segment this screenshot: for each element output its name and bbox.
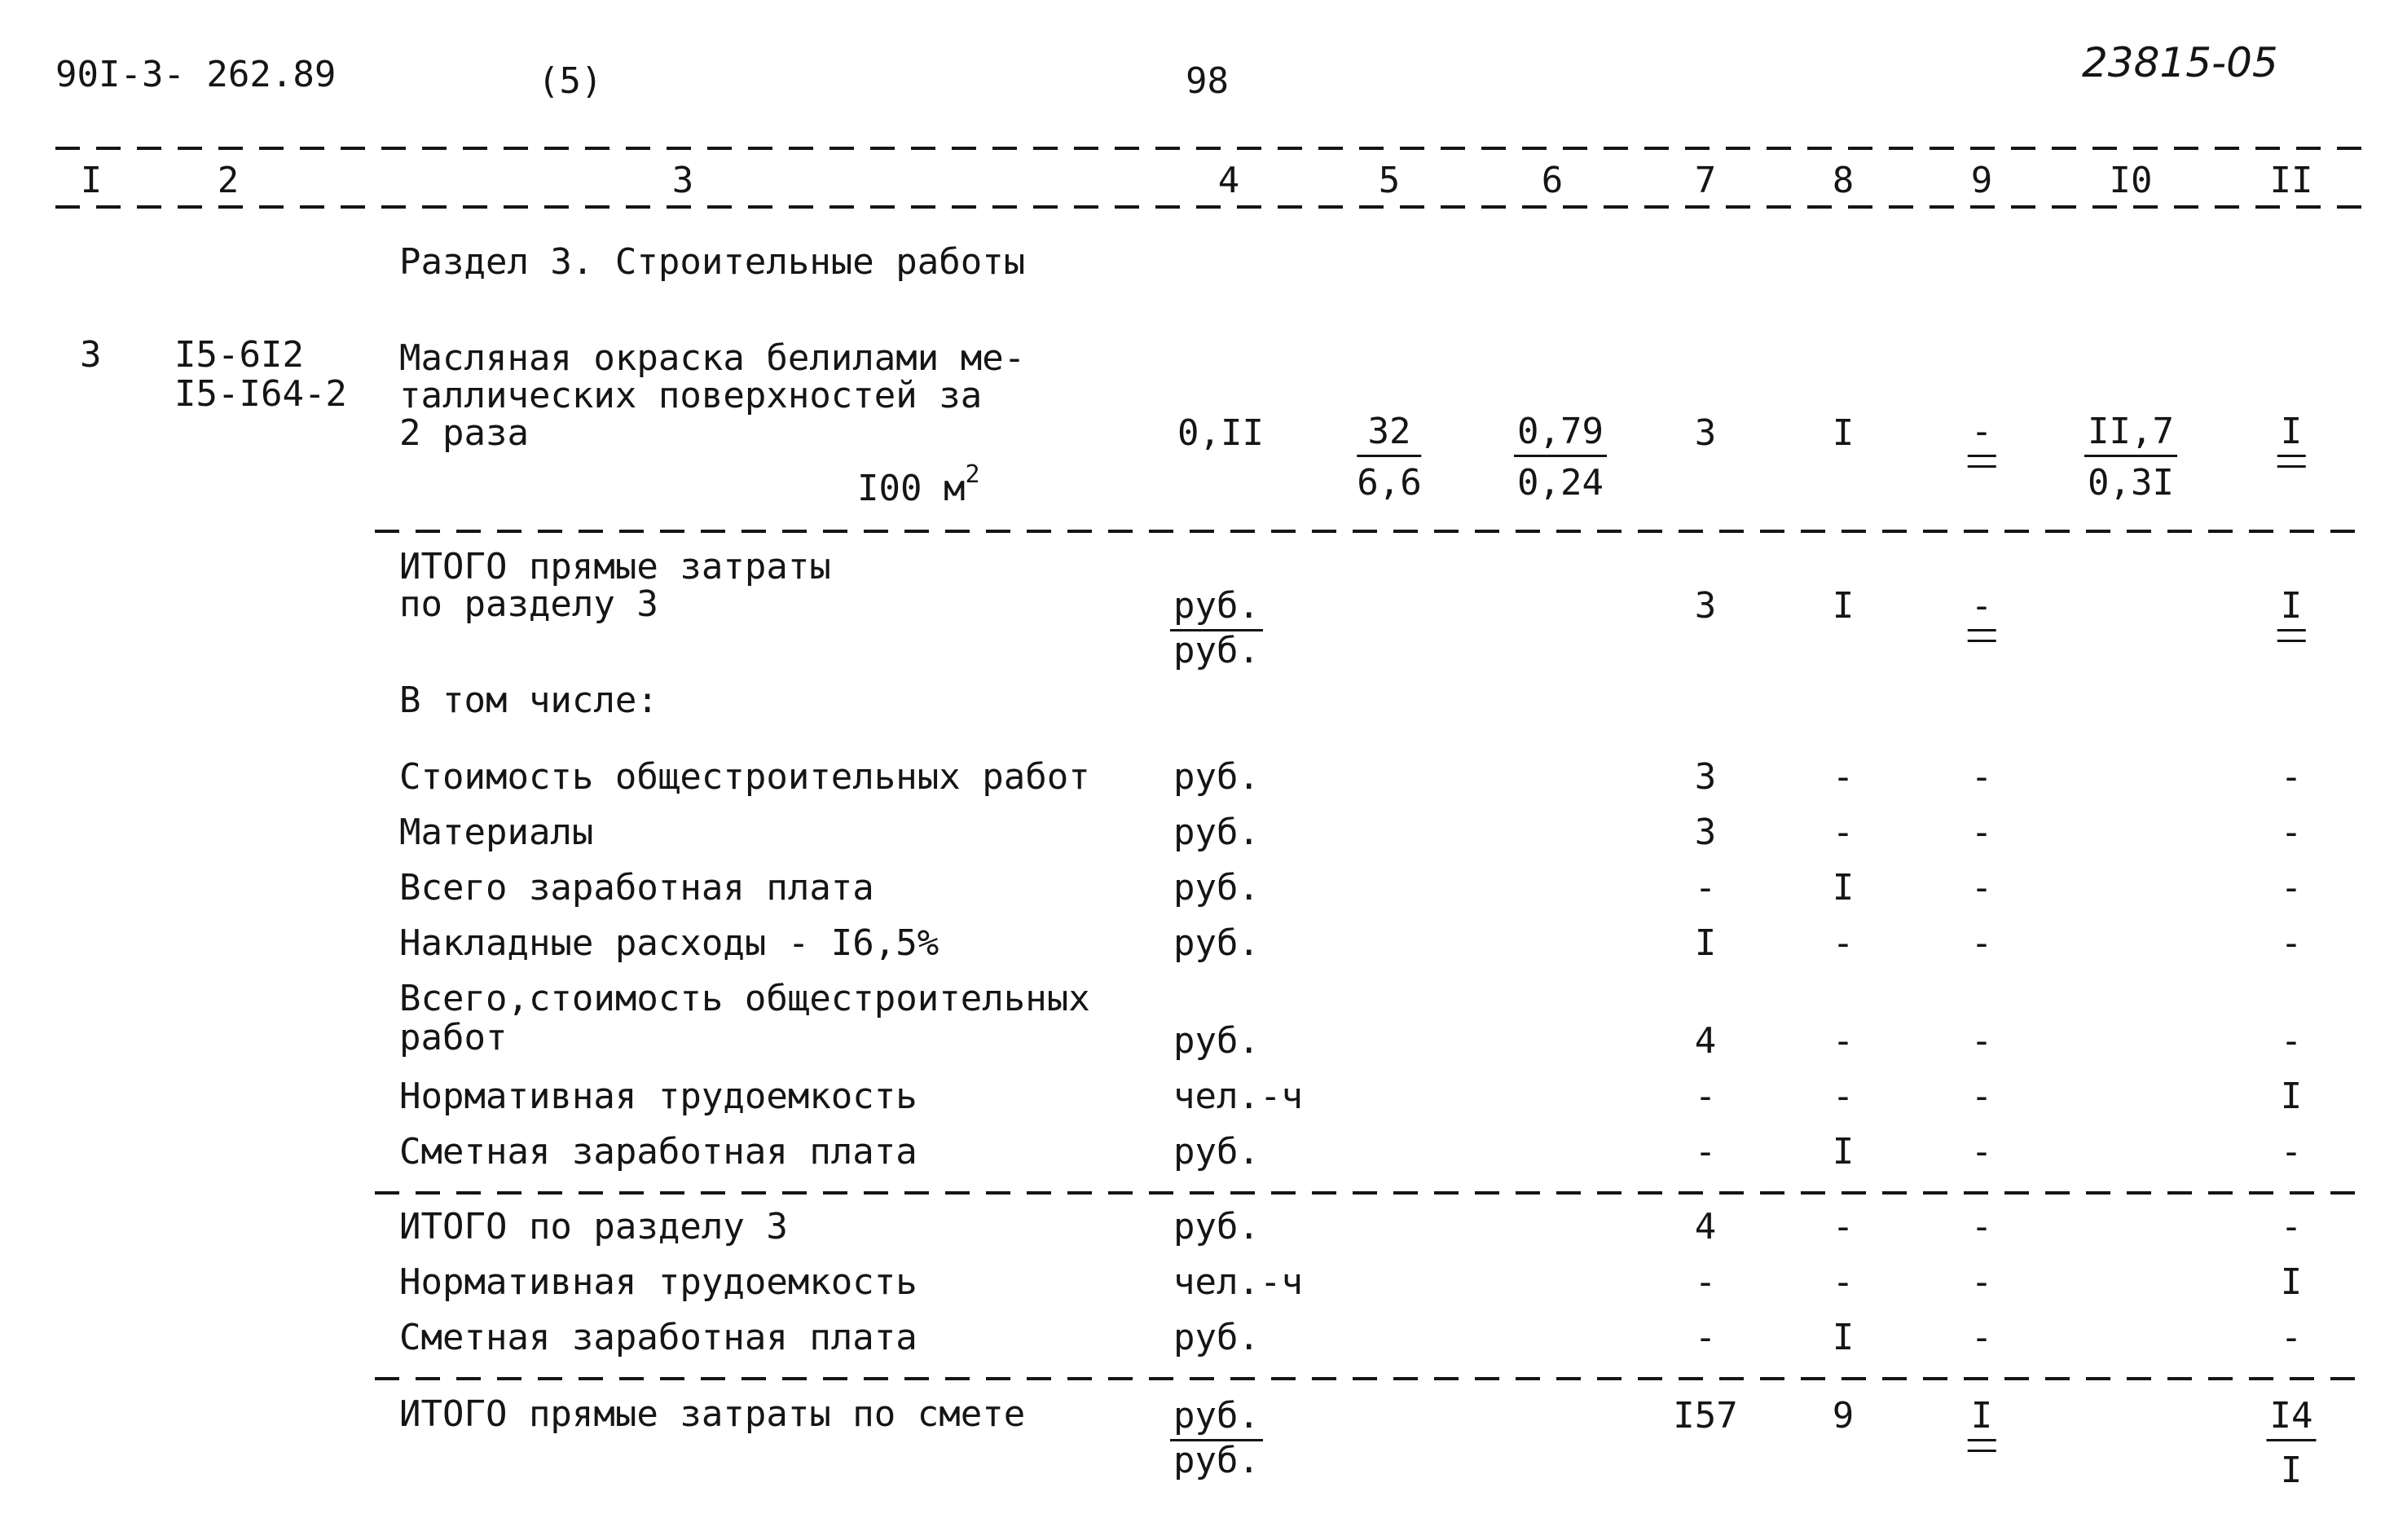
breakdown-col8: - bbox=[1832, 812, 1855, 853]
breakdown-col8: - bbox=[1832, 1076, 1855, 1117]
breakdown-col9: - bbox=[1970, 867, 1993, 909]
breakdown-col9: - bbox=[1970, 1020, 1993, 1062]
item-col11-fraction: I bbox=[2277, 414, 2306, 468]
breakdown-col9: - bbox=[1970, 1131, 1993, 1173]
breakdown-label: Всего заработная плата bbox=[399, 867, 874, 909]
section-total-unit: руб. bbox=[1173, 1206, 1260, 1247]
breakdown-label: Сметная заработная плата bbox=[399, 1131, 917, 1173]
estimate-total-col8: 9 bbox=[1832, 1395, 1855, 1437]
breakdown-label: Материалы bbox=[399, 812, 594, 853]
item-col8: I bbox=[1832, 412, 1855, 454]
item-description-line-3: 2 раза bbox=[399, 412, 529, 454]
section-total-col7: 4 bbox=[1694, 1206, 1717, 1247]
breakdown-col8: - bbox=[1832, 922, 1855, 964]
breakdown-col9: - bbox=[1970, 756, 1993, 798]
breakdown-col8: - bbox=[1832, 756, 1855, 798]
breakdown-col7: 3 bbox=[1694, 756, 1717, 798]
column-header-9: 9 bbox=[1970, 160, 1993, 201]
column-header-11: II bbox=[2269, 160, 2313, 201]
item-unit: I00 $м^2$ bbox=[857, 460, 980, 509]
column-header-8: 8 bbox=[1832, 160, 1855, 201]
direct-total-col11-fraction: I bbox=[2277, 588, 2306, 642]
breakdown-col7: 3 bbox=[1694, 812, 1717, 853]
breakdown-col8: I bbox=[1832, 1131, 1855, 1173]
breakdown-label: Накладные расходы - I6,5% bbox=[399, 922, 939, 964]
page-number: 98 bbox=[1186, 60, 1229, 102]
column-header-7: 7 bbox=[1694, 160, 1717, 201]
breakdown-bottom-rule bbox=[375, 1191, 2361, 1195]
document-code: 90I-3- 262.89 bbox=[55, 54, 337, 95]
section-total-col8: - bbox=[1832, 1206, 1855, 1247]
header-bottom-rule bbox=[55, 205, 2361, 209]
item-code-1: I5-6I2 bbox=[174, 334, 304, 376]
section-total-unit: руб. bbox=[1173, 1317, 1260, 1358]
breakdown-label-continued: работ bbox=[399, 1017, 508, 1058]
breakdown-unit: руб. bbox=[1173, 812, 1260, 853]
breakdown-col11: - bbox=[2280, 922, 2303, 964]
section-total-col11: - bbox=[2280, 1206, 2303, 1247]
section-total-col7: - bbox=[1694, 1261, 1717, 1303]
column-header-2: 2 bbox=[217, 160, 240, 201]
section-total-unit: чел.-ч bbox=[1173, 1261, 1303, 1303]
section-total-label: Сметная заработная плата bbox=[399, 1317, 917, 1358]
section-total-col9: - bbox=[1970, 1261, 1993, 1303]
breakdown-col8: I bbox=[1832, 867, 1855, 909]
section-total-col8: I bbox=[1832, 1317, 1855, 1358]
column-header-3: 3 bbox=[671, 160, 694, 201]
section-total-col8: - bbox=[1832, 1261, 1855, 1303]
direct-total-col8: I bbox=[1832, 585, 1855, 627]
breakdown-col7: - bbox=[1694, 1076, 1717, 1117]
estimate-total-col9-fraction: I bbox=[1968, 1398, 1996, 1452]
breakdown-col11: - bbox=[2280, 756, 2303, 798]
section-total-col9: - bbox=[1970, 1206, 1993, 1247]
column-header-10: I0 bbox=[2109, 160, 2153, 201]
estimate-total-col7: I57 bbox=[1673, 1395, 1738, 1437]
breakdown-col9: - bbox=[1970, 1076, 1993, 1117]
breakdown-label: Всего,стоимость общестроительных bbox=[399, 978, 1090, 1019]
breakdown-col9: - bbox=[1970, 812, 1993, 853]
breakdown-unit: руб. bbox=[1173, 922, 1260, 964]
breakdown-unit: руб. bbox=[1173, 1020, 1260, 1062]
item-code-2: I5-I64-2 bbox=[174, 373, 347, 415]
breakdown-col11: I bbox=[2280, 1076, 2303, 1117]
breakdown-col11: - bbox=[2280, 867, 2303, 909]
section-total-col9: - bbox=[1970, 1317, 1993, 1358]
section-total-label: Нормативная трудоемкость bbox=[399, 1261, 917, 1303]
item-description-line-2: таллических поверхностей за bbox=[399, 375, 983, 416]
header-top-rule bbox=[55, 147, 2361, 150]
breakdown-col8: - bbox=[1832, 1020, 1855, 1062]
item-col5-fraction: $\frac{32}{6,6}$ bbox=[1357, 411, 1422, 504]
breakdown-label: Нормативная трудоемкость bbox=[399, 1076, 917, 1117]
breakdown-unit: руб. bbox=[1173, 1131, 1260, 1173]
inventory-number: 23815-05 bbox=[2082, 39, 2278, 86]
estimate-total-unit-fraction: руб. руб. bbox=[1170, 1398, 1263, 1479]
item-col6-fraction: $\frac{0,79}{0,24}$ bbox=[1514, 414, 1607, 501]
section-total-col11: - bbox=[2280, 1317, 2303, 1358]
item-bottom-rule bbox=[375, 530, 2361, 533]
direct-total-col7: 3 bbox=[1694, 585, 1717, 627]
breakdown-col11: - bbox=[2280, 1131, 2303, 1173]
breakdown-col7: - bbox=[1694, 1131, 1717, 1173]
column-header-4: 4 bbox=[1217, 160, 1240, 201]
column-header-1: I bbox=[80, 160, 103, 201]
direct-total-label-line-2: по разделу 3 bbox=[399, 583, 658, 625]
item-quantity: 0,II bbox=[1177, 412, 1264, 454]
section-total-bottom-rule bbox=[375, 1377, 2361, 1380]
section-title: Раздел 3. Строительные работы bbox=[399, 241, 1026, 283]
section-total-col11: I bbox=[2280, 1261, 2303, 1303]
column-header-5: 5 bbox=[1378, 160, 1401, 201]
breakdown-unit: чел.-ч bbox=[1173, 1076, 1303, 1117]
item-col9-fraction: - bbox=[1968, 414, 1996, 468]
direct-total-label-line-1: ИТОГО прямые затраты bbox=[399, 546, 831, 587]
item-number: 3 bbox=[80, 334, 102, 376]
breakdown-col7: I bbox=[1694, 922, 1717, 964]
section-total-label: ИТОГО по разделу 3 bbox=[399, 1206, 788, 1247]
breakdown-col11: - bbox=[2280, 812, 2303, 853]
breakdown-col7: - bbox=[1694, 867, 1717, 909]
breakdown-unit: руб. bbox=[1173, 867, 1260, 909]
direct-total-unit-fraction: руб. руб. bbox=[1170, 588, 1263, 669]
item-description-line-1: Масляная окраска белилами ме- bbox=[399, 337, 1026, 379]
breakdown-col7: 4 bbox=[1694, 1020, 1717, 1062]
breakdown-col11: - bbox=[2280, 1020, 2303, 1062]
item-col10-fraction: $\frac{II,7}{0,3I}$ bbox=[2084, 414, 2177, 501]
including-label: В том числе: bbox=[399, 680, 658, 721]
breakdown-unit: руб. bbox=[1173, 756, 1260, 798]
estimate-total-col11-fraction: $\frac{I4}{I}$ bbox=[2267, 1398, 2317, 1489]
column-header-6: 6 bbox=[1541, 160, 1564, 201]
breakdown-col9: - bbox=[1970, 922, 1993, 964]
estimate-total-label: ИТОГО прямые затраты по смете bbox=[399, 1393, 1026, 1435]
direct-total-col9-fraction: - bbox=[1968, 588, 1996, 642]
section-total-col7: - bbox=[1694, 1317, 1717, 1358]
breakdown-label: Стоимость общестроительных работ bbox=[399, 756, 1090, 798]
sheet-part: (5) bbox=[538, 60, 603, 102]
item-col7: 3 bbox=[1694, 412, 1717, 454]
